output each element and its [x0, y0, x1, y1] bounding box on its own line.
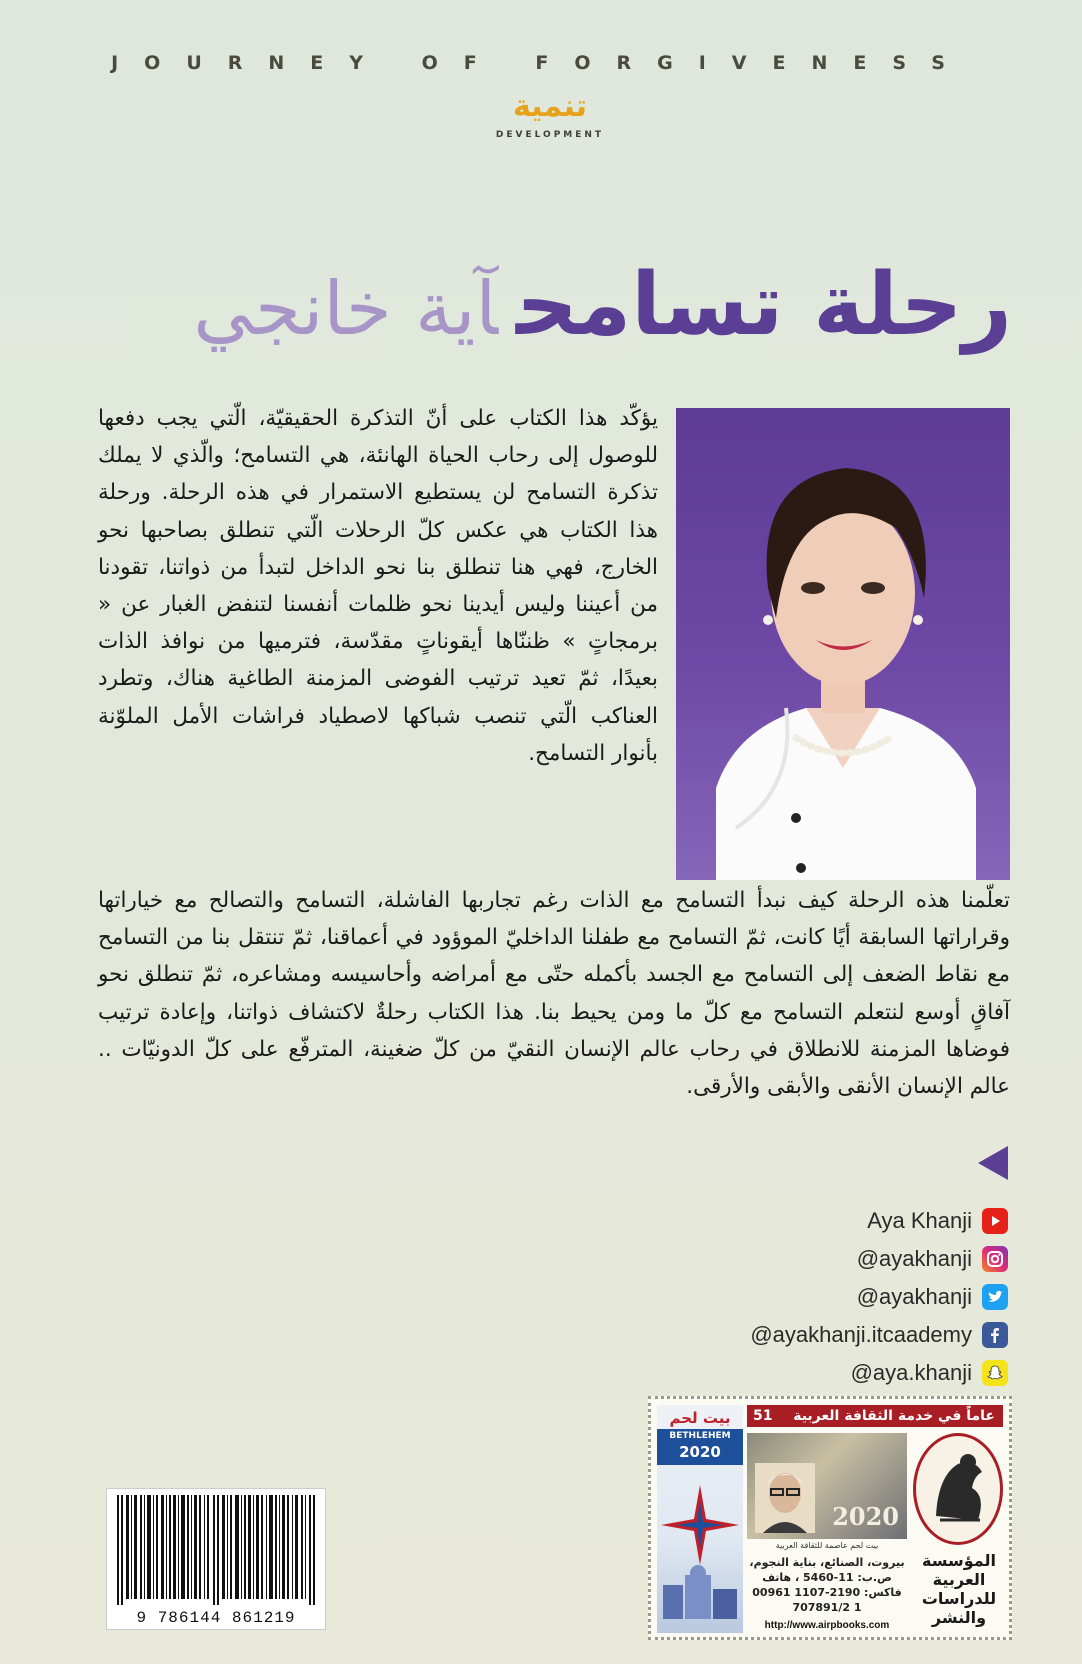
publisher-logo-english: DEVELOPMENT: [495, 130, 605, 140]
publisher-stamp: [648, 1396, 1012, 1640]
isbn-number: 9 786144 861219: [136, 1609, 296, 1627]
author-photo: [676, 408, 1010, 880]
social-instagram[interactable]: [588, 1240, 1008, 1278]
instagram-icon: [982, 1246, 1008, 1272]
emblem-figure-icon: [916, 1436, 1000, 1542]
stamp-headline: عاماً في خدمة الثقافة العربية: [793, 1408, 995, 1424]
barcode-bars: [107, 1495, 325, 1607]
isbn-barcode: [106, 1488, 326, 1630]
star-icon: [657, 1475, 743, 1625]
stamp-years: 51: [753, 1408, 773, 1424]
social-youtube[interactable]: [588, 1202, 1008, 1240]
publisher-logo: [460, 90, 640, 142]
stamp-emblem: [913, 1433, 1003, 1545]
social-handle: @ayakhanji: [856, 1284, 972, 1309]
blurb-body: [98, 882, 1010, 1105]
bethlehem-english: BETHLEHEM: [669, 1431, 731, 1441]
blurb-intro-text: يؤكّد هذا الكتاب على أنّ التذكرة الحقيقيّة، الّتي يجب دفعها للوصول إلى رحاب الحياة الهانئة، هي التسامح؛ والّذي لا يملك تذكرة التسامح لن يستطيع الاستمرار في هذه الرحلة. ورحلة هذا الكتاب هي عكس كلّ الرحلات الّتي تنطلق بصاحبها نحو الخارج، فهي هنا تنطلق بنا نحو الداخل لتبدأ من ذواتنا، تقودنا من أعيننا وليس أيدينا نحو ظلمات أنفسنا لتنفض الغبار عن « برمجاتٍ » ظننّاها أيقوناتٍ مقدّسة، فترميها من نوافذ الذات بعيدًا، ثمّ تعيد ترتيب الفوضى المزمنة الطاغية هناك، وتطرد العناكب الّتي تنصب شباكها لاصطياد فراشات الأمل الملوّنة بأنوار التسامح.: [98, 406, 658, 766]
bethlehem-arabic: بيت لحم: [669, 1409, 731, 1427]
youtube-icon: [982, 1208, 1008, 1234]
stamp-photo-year: 2020: [832, 1502, 899, 1531]
portrait-icon: [755, 1463, 815, 1533]
social-handle: @aya.khanji: [850, 1360, 972, 1385]
snapchat-icon: [982, 1360, 1008, 1386]
series-title: JOURNEY OF FORGIVENESS: [111, 52, 971, 74]
author-portrait-illustration: [676, 408, 1010, 880]
stamp-url[interactable]: http://www.airpbooks.com: [764, 1620, 890, 1631]
stamp-organization: المؤسسة العربية للدراسات والنشر: [921, 1551, 997, 1627]
social-handle: @ayakhanji.itcaademy: [750, 1322, 972, 1347]
blurb-body-text: تعلّمنا هذه الرحلة كيف نبدأ التسامح مع الذات رغم تجاربها الفاشلة، التسامح والتصالح مع خياراتها وقراراتها السابقة أيًا كانت، ثمّ التسامح مع طفلنا الداخليّ الموؤود في أعماقنا، ثمّ تنتقل بنا من التسامح مع نقاط الضعف إلى التسامح مع الجسد بأكمله حتّى مع أمراضه وأحاسيسه ومشاعره، ثمّ تنطلق نحو آفاقٍ أوسع لنتعلم التسامح مع كلّ ما ومن يحيط بنا. هذا الكتاب رحلةٌ لاكتشاف ذواتنا، وإعادة ترتيب فوضاها المزمنة للانطلاق في رحاب عالم الإنسان النقيّ من كلّ ضغينة، المترفّع على كلّ الدونيّات .. عالم الإنسان الأنقى والأبقى والأرقى.: [98, 888, 1010, 1100]
book-title-block: [193, 255, 1012, 355]
publisher-logo-arabic: تنمية: [512, 89, 588, 124]
stamp-headline-bar: [747, 1405, 1003, 1427]
author-name: آية خانجي: [193, 266, 498, 352]
twitter-icon: [982, 1284, 1008, 1310]
blurb-intro: [98, 400, 658, 772]
bethlehem-banner: [657, 1429, 743, 1465]
social-links: [588, 1202, 1008, 1392]
stamp-photo-caption: بيت لحم عاصمة للثقافة العربية: [775, 1541, 879, 1550]
stamp-address: بيروت، الصنائع، بناية النجوم، ص.ب: 11-5460 ، هاتف فاكس: 2190-1107 00961 1 707891/2: [749, 1556, 905, 1614]
social-facebook[interactable]: [588, 1316, 1008, 1354]
triangle-marker-icon: [978, 1146, 1008, 1180]
bethlehem-year: 2020: [679, 1443, 721, 1461]
social-snapchat[interactable]: [588, 1354, 1008, 1392]
book-title: رحلة تسامح: [515, 255, 1012, 355]
stamp-photo: [747, 1433, 907, 1539]
facebook-icon: [982, 1322, 1008, 1348]
social-handle: @ayakhanji: [856, 1246, 972, 1271]
social-twitter[interactable]: [588, 1278, 1008, 1316]
bethlehem-emblem: [657, 1405, 743, 1633]
social-handle: Aya Khanji: [867, 1208, 972, 1233]
